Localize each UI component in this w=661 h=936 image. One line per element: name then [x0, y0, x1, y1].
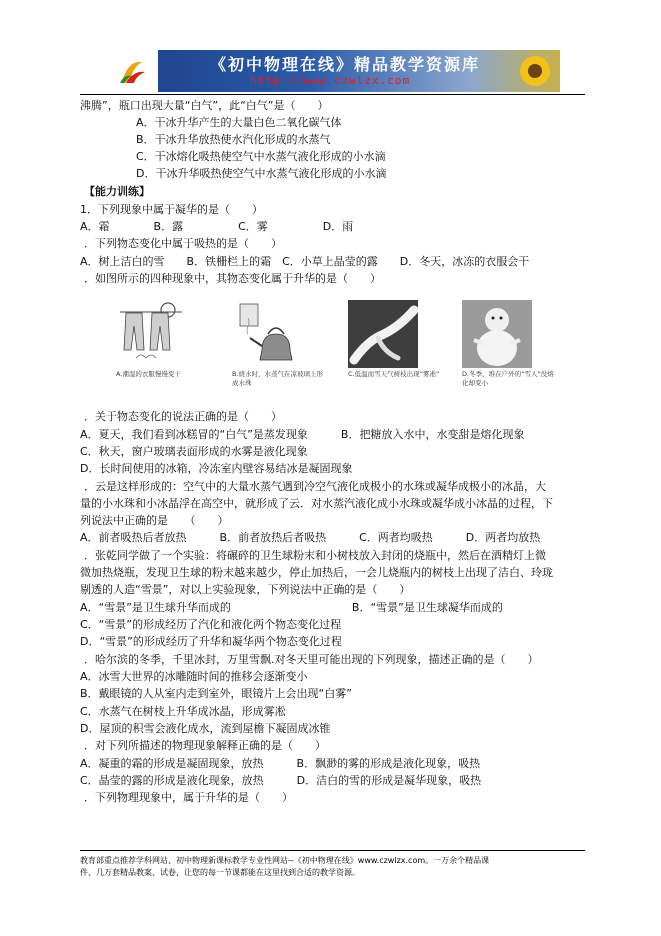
question-line: ．下列物态变化中属于吸热的是（ ） [84, 237, 282, 250]
picture-caption-b: B.烧水时，水蒸气在凉玻璃上形成水珠 [232, 370, 324, 387]
footer-rule [80, 850, 585, 851]
section-heading: 【能力训练】 [84, 185, 150, 198]
option-line: A．冰雪大世界的冰雕随时间的推移会逐渐变小 [80, 670, 308, 683]
clothes-drying-picture [116, 300, 186, 380]
option-line: C．秋天，窗户玻璃表面形成的水雾是液化现象 [80, 445, 308, 458]
picture-caption-c: C.低温而雪天气树枝出现“雾凇” [348, 370, 440, 378]
header-rule [80, 94, 585, 95]
option-line: A．霜 B．露 C．雾 D．雨 [80, 220, 354, 233]
question-line: ．哈尔滨的冬季，千里冰封，万里雪飘.对冬天里可能出现的下列现象，描述正确的是（ ） [84, 653, 539, 666]
question-line: ．对下列所描述的物理现象解释正确的是（ ） [84, 739, 326, 752]
option-line: D．“雪景”的形成经历了升华和凝华两个物态变化过程 [80, 635, 342, 648]
question-line: 列说法中正确的是 （ ） [80, 514, 229, 527]
snowman-picture [462, 300, 532, 380]
option-line: C．水蒸气在树枝上升华成冰晶，形成雾凇 [80, 705, 286, 718]
option-line: C．“雪景”的形成经历了汽化和液化两个物态变化过程 [80, 618, 342, 631]
question-line: ．如图所示的四种现象中，其物态变化属于升华的是（ ） [84, 272, 381, 285]
option-line: D．屋顶的积雪会液化成水，流到屋檐下凝固成冰锥 [80, 722, 331, 735]
question-line: 剔透的人造“雪景”，对以上实验现象，下列说法中正确的是（ ） [80, 583, 411, 596]
question-line: 微加热烧瓶，发现卫生球的粉末越来越少，停止加热后，一会儿烧瓶内的树枝上出现了洁白、玲珑 [80, 566, 553, 579]
rime-tree-picture [348, 300, 418, 380]
question-line: 量的小水珠和小冰晶浮在高空中，就形成了云．对水蒸汽液化成小水珠或凝华成小冰晶的过程，下 [80, 497, 553, 510]
option-line: A．树上洁白的雪 B．铁栅栏上的霜 C．小草上晶莹的露 D．冬天，冰冻的衣服会干 [80, 255, 530, 268]
picture-caption-d: D.冬季，堆在户外的“雪人”没熔化却变小 [462, 370, 554, 387]
site-title: 《初中物理在线》精品教学资源库 [210, 55, 481, 74]
question-line: ．下列物理现象中，属于升华的是（ ） [84, 791, 293, 804]
option-line: A．夏天，我们看到冰糕冒的“白气”是蒸发现象 B．把糖放入水中，水变甜是熔化现象 [80, 428, 525, 441]
kettle-steam-picture [232, 300, 302, 380]
footer-line: 件、几万套精品教案、试卷，让您的每一节课都能在这里找到合适的教学资源。 [80, 868, 360, 877]
option-line: D．长时间使用的冰箱，冷冻室内壁容易结冰是凝固现象 [80, 462, 353, 475]
option-line: A．干冰升华产生的大量白色二氧化碳气体 [136, 116, 342, 129]
option-line: B．戴眼镜的人从室内走到室外，眼镜片上会出现“白雾” [80, 687, 352, 700]
option-line: A．凝重的霜的形成是凝固现象，放热 B．飘渺的雾的形成是液化现象，吸热 [80, 757, 481, 770]
option-line: D．干冰升华吸热使空气中水蒸气液化形成的小水滴 [136, 167, 387, 180]
option-line: C．干冰熔化吸热使空气中水蒸气液化形成的小水滴 [136, 150, 386, 163]
option-line: C．晶莹的露的形成是液化现象，放热 D．洁白的雪的形成是凝华现象，吸热 [80, 774, 482, 787]
option-line: A．前者吸热后者放热 B．前者放热后者吸热 C．两者均吸热 D．两者均放热 [80, 531, 541, 544]
question-line: ．云是这样形成的：空气中的大量水蒸气遇到冷空气液化成极小的水珠或凝华成极小的冰晶，大 [84, 480, 546, 493]
question-line: ．张乾同学做了一个实验：将碾碎的卫生球粉末和小树枝放入封闭的烧瓶中，然后在酒精灯上微 [84, 549, 546, 562]
question-line: 1．下列现象中属于凝华的是（ ） [80, 203, 263, 216]
question-line: ．关于物态变化的说法正确的是（ ） [84, 410, 282, 423]
header-banner [100, 50, 560, 92]
option-line: A．“雪景”是卫生球升华而成的 B．“雪景”是卫生球凝华而成的 [80, 601, 503, 614]
footer-line: 教育部重点推荐学科网站、初中物理新课标教学专业性网站--《初中物理在线》www.czwlzx.com。一万余个精品课 [80, 856, 490, 865]
sunflower-icon [518, 54, 552, 88]
site-logo-icon [118, 56, 148, 86]
text-line: 沸腾”，瓶口出现大量“白气”，此“白气”是（ ） [80, 99, 329, 112]
option-line: B．干冰升华放热使水汽化形成的水蒸气 [136, 133, 331, 146]
picture-caption-a: A.潮湿的衣服慢慢变干 [116, 370, 181, 378]
site-url[interactable]: http://www.czwlzx.com [250, 74, 411, 87]
